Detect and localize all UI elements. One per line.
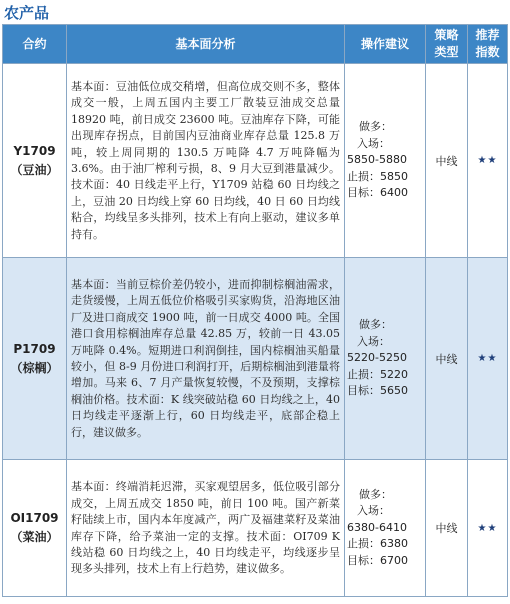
table-row: [3, 460, 508, 597]
rating-stars: ★★: [468, 258, 508, 460]
advice-direction: 做多：: [359, 120, 392, 134]
analysis-cell: 基本面：当前豆棕价差仍较小，进而抑制棕榈油需求，走货缓慢，上周五低位价格吸引买家购货，沿海地区油厂及进口商成交 1900 吨，前一日成交 4000 吨。全国港口食用棕榈油库存总量 42.85 万，较前一日 43.05 万吨降 0.4%。短期进口利润倒挂，国内棕榈油买船量较小，但 8-9 月份进口利润打开，后期棕榈油到港量将增加。马来 6、7 月产量恢复较慢，不及预期，支撑棕榈油价格。技术面：K 线突破站稳 60 日均线之上，40 日均线走平逐渐上行，60 日均线走平，底部企稳上行，建议做多。: [67, 258, 345, 460]
advice-target: 目标：5650: [347, 384, 408, 398]
advice-entry-range: 5850-5880: [347, 153, 407, 167]
rating-stars: ★★: [468, 460, 508, 597]
recommendation-table: [2, 24, 508, 597]
strategy-cell: 中线: [426, 258, 468, 460]
advice-cell: [345, 258, 426, 460]
analysis-cell: 基本面：终端消耗迟滞，买家观望居多，低位吸引部分成交，上周五成交 1850 吨，前日 100 吨。国产新菜籽陆续上市，国内本年度减产，两广及福建菜籽及菜油库存下降，给予菜油一定的支撑。技术面：OI709 K 线站稳 60 日均线之上，40 日均线走平，均线逐步呈现多头排列，技术上有上行趋势，建议做多。: [67, 460, 345, 597]
header-strategy: [426, 25, 468, 64]
advice-target: 目标：6400: [347, 186, 408, 200]
advice-cell: [345, 460, 426, 597]
contract-name: （菜油）: [10, 530, 59, 544]
header-line: 推荐: [475, 28, 500, 42]
analysis-cell: 基本面：豆油低位成交稍增，但高位成交则不多，整体成交一般，上周五国内主要工厂散装豆油成交总量 18920 吨，前日成交 23600 吨。豆油库存下降，可能出现库存拐点，目前国内豆油商业库存总量 125.8 万吨，较上周同期的 130.5 万吨降 4.7 万吨降幅为 3.6%。由于油厂榨利亏损，8、9 月大豆到港量减少。技术面：40 日线走平上行，Y1709 站稳 60 日均线之上，豆油 20 日均线上穿 60 日均线，40 日 60 日均线粘合，均线呈多头排列，技术上有向上驱动，建议多单持有。: [67, 64, 345, 258]
contract-cell: [3, 64, 67, 258]
advice-stop: 止损：6380: [347, 537, 408, 551]
advice-stop: 止损：5220: [347, 367, 408, 381]
contract-code: Y1709: [13, 143, 56, 158]
contract-name: （棕榈）: [10, 360, 59, 375]
advice-entry-label: 入场：: [357, 136, 390, 150]
table-row: [3, 64, 508, 258]
header-line: 指数: [475, 45, 500, 59]
strategy-cell: 中线: [426, 460, 468, 597]
section-title: 农产品: [4, 4, 50, 22]
header-rating: [468, 25, 508, 64]
header-line: 类型: [434, 45, 459, 59]
contract-cell: [3, 258, 67, 460]
contract-name: （豆油）: [10, 162, 59, 177]
table-row: [3, 258, 508, 460]
header-contract: 合约: [3, 25, 67, 64]
header-advice: 操作建议: [345, 25, 426, 64]
advice-stop: 止损：5850: [347, 169, 408, 183]
advice-entry-range: 6380-6410: [347, 520, 407, 534]
advice-entry-label: 入场：: [357, 504, 390, 518]
header-analysis: 基本面分析: [67, 25, 345, 64]
header-line: 策略: [434, 28, 459, 42]
advice-entry-range: 5220-5250: [347, 351, 407, 365]
strategy-cell: 中线: [426, 64, 468, 258]
contract-code: OI1709: [10, 511, 59, 525]
table-header-row: [3, 25, 508, 64]
contract-cell: [3, 460, 67, 597]
advice-direction: 做多：: [359, 487, 392, 501]
advice-cell: [345, 64, 426, 258]
rating-stars: ★★: [468, 64, 508, 258]
advice-target: 目标：6700: [347, 553, 408, 567]
advice-direction: 做多：: [359, 318, 392, 332]
advice-entry-label: 入场：: [357, 334, 390, 348]
contract-code: P1709: [13, 341, 56, 356]
